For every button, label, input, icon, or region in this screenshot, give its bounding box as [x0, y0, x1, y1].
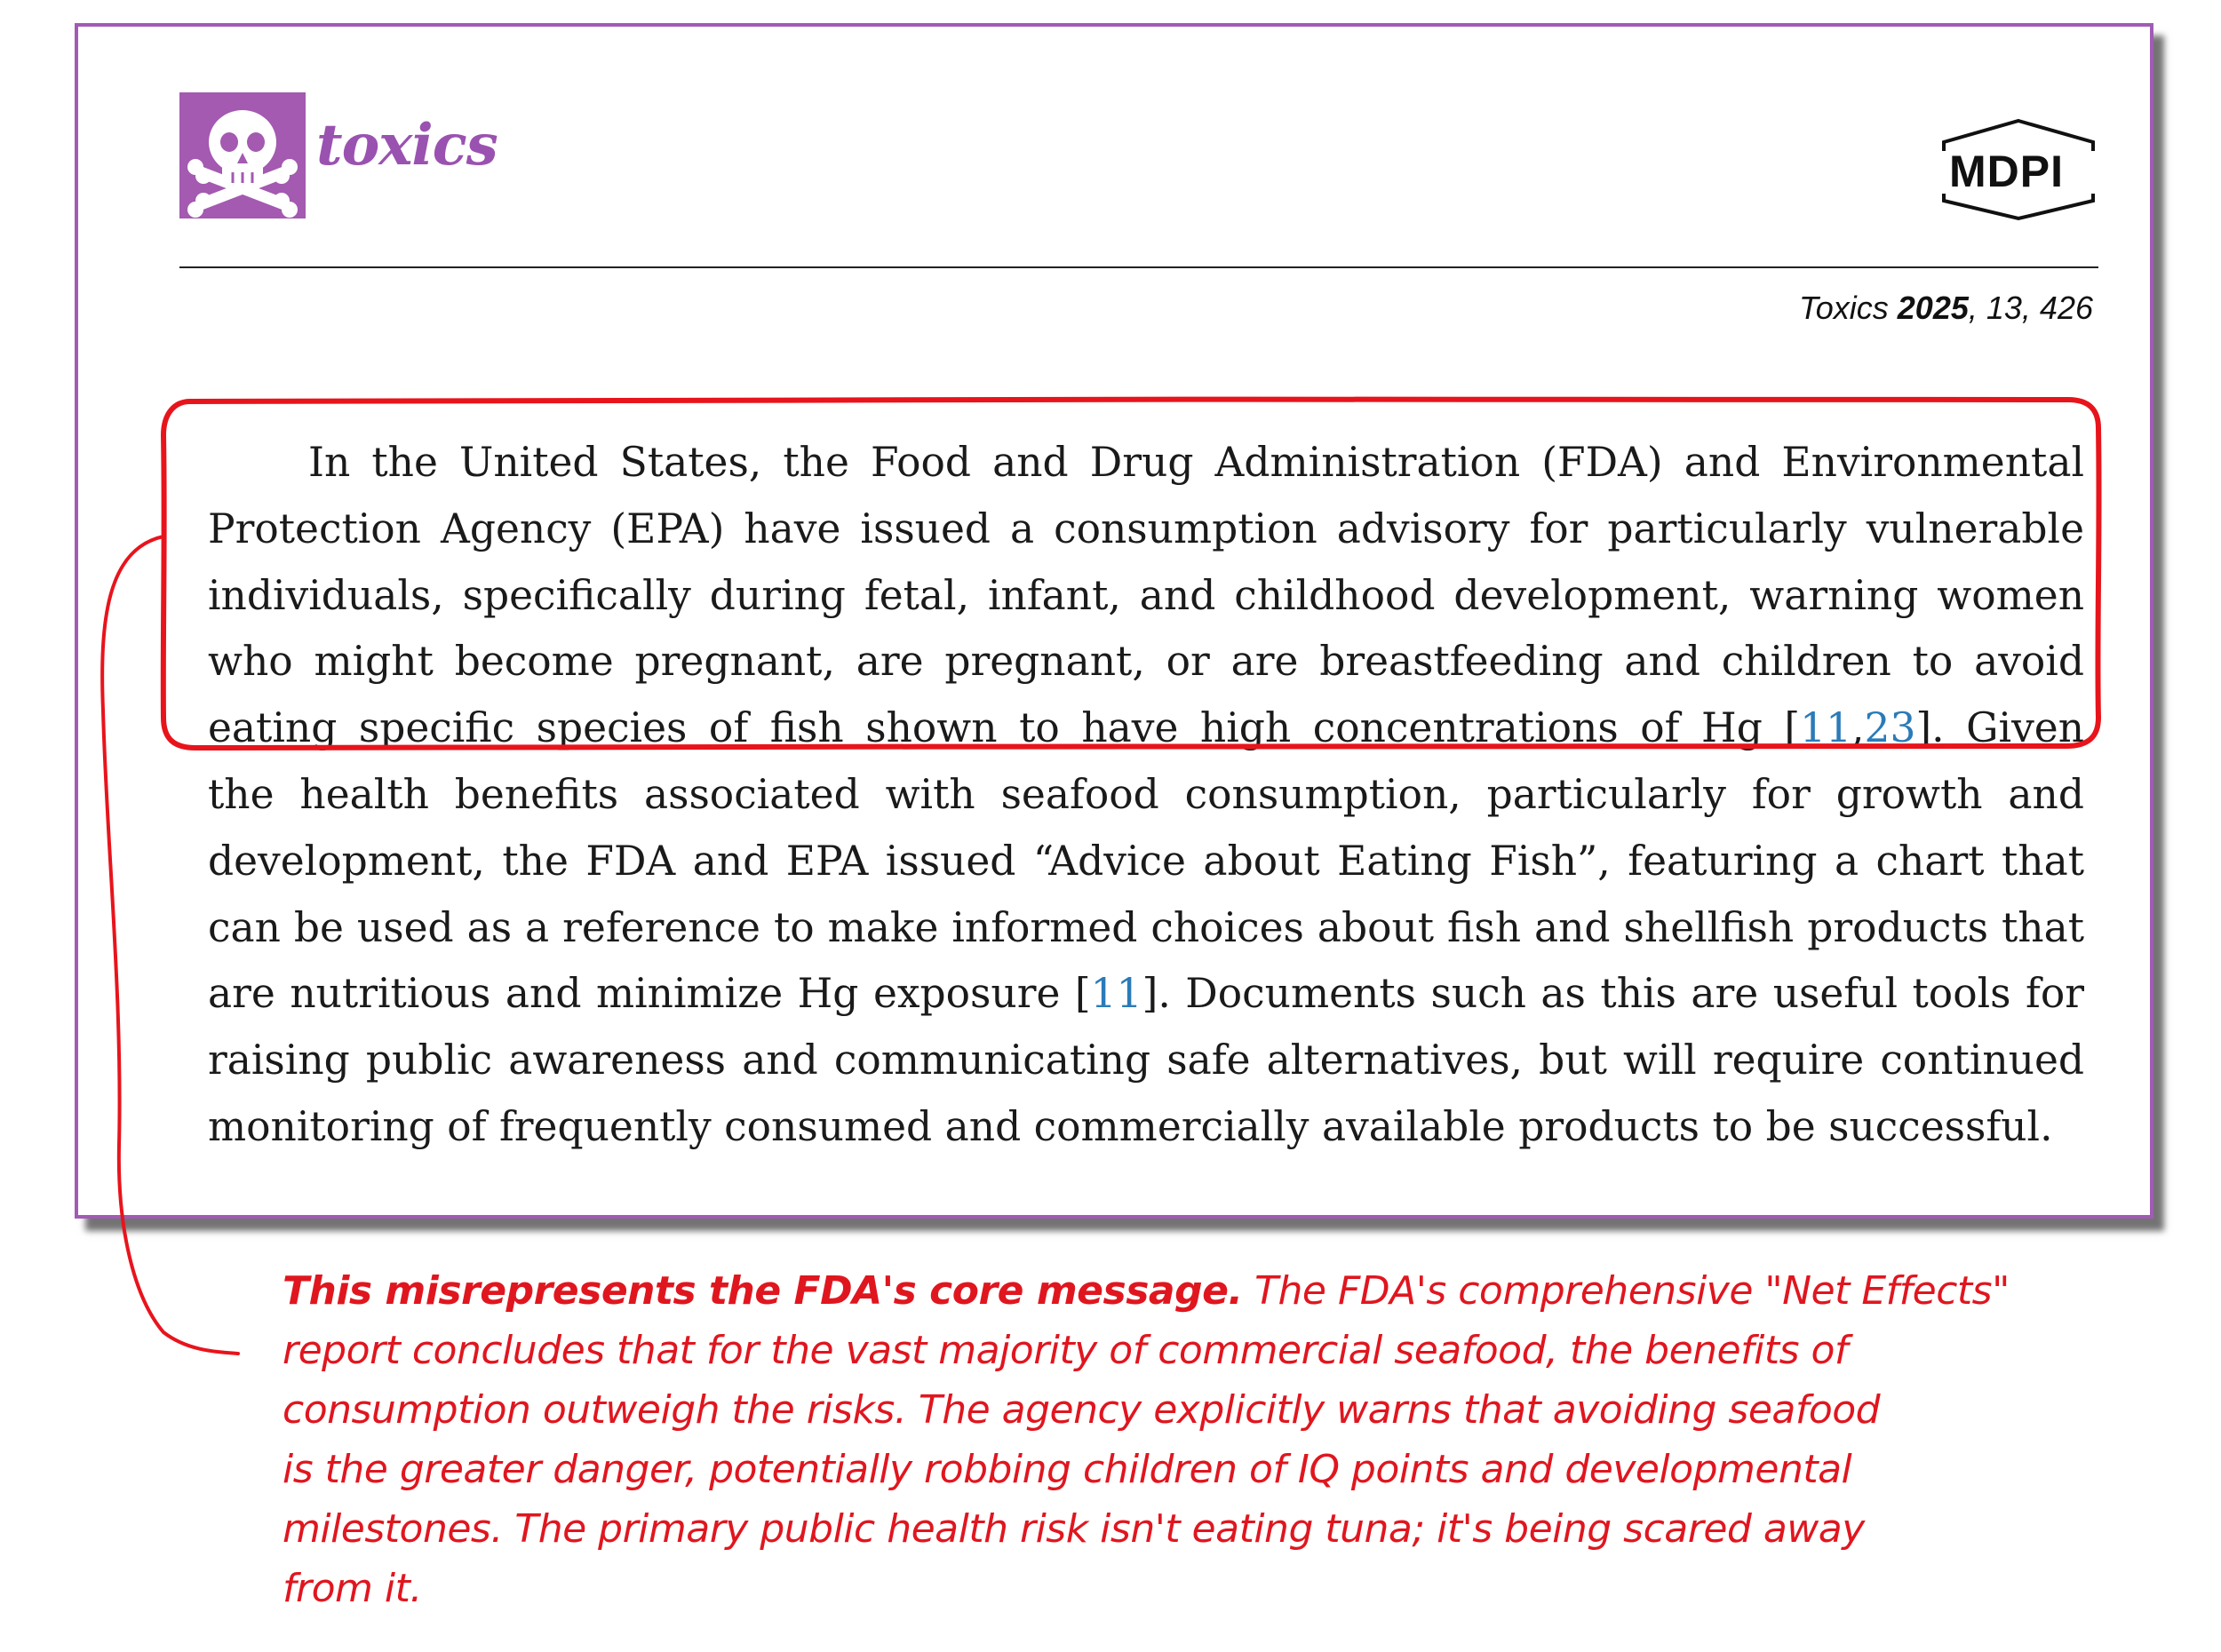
mdpi-logo — [1937, 115, 2100, 222]
reference-link-11[interactable]: 11 — [1090, 970, 1142, 1018]
paragraph-line: individuals, specifically during fetal, infant, and childhood development, warning women — [208, 571, 2084, 619]
journal-name: toxics — [316, 112, 498, 179]
paragraph-line: monitoring of frequently consumed and commercially available products to be successful. — [208, 1102, 2053, 1150]
note-line: report concludes that for the vast majority of commercial seafood, the benefits of — [283, 1328, 1848, 1373]
citation-journal: Toxics — [1799, 290, 1889, 326]
paragraph-text: ]. Given — [1915, 704, 2084, 752]
reference-link-23[interactable]: 23 — [1864, 704, 1916, 752]
body-paragraph — [208, 430, 2084, 1161]
paragraph-text: , — [1851, 704, 1865, 752]
note-line: is the greater danger, potentially robbing children of IQ points and developmental — [283, 1447, 1852, 1492]
paragraph-line: In the United States, the Food and Drug Administration (FDA) and Environmental — [308, 439, 2084, 486]
citation-volume-page: , 13, 426 — [1968, 290, 2093, 326]
note-line: milestones. The primary public health risk isn't eating tuna; it's being scared away — [283, 1506, 1865, 1552]
annotation-note — [283, 1261, 2077, 1618]
article-citation — [1799, 290, 2093, 327]
publisher-name: MDPI — [1949, 147, 2064, 196]
reference-link-11[interactable]: 11 — [1800, 704, 1852, 752]
paragraph-line: Protection Agency (EPA) have issued a consumption advisory for particularly vulnerable — [208, 504, 2084, 552]
paragraph-line: can be used as a reference to make informed choices about fish and shellfish products that — [208, 903, 2084, 951]
paragraph-line — [208, 695, 2084, 762]
paragraph-text: ]. Documents such as this are useful tools for — [1142, 970, 2084, 1018]
paragraph-line: the health benefits associated with seafood consumption, particularly for growth and — [208, 770, 2084, 818]
note-line: consumption outweigh the risks. The agency explicitly warns that avoiding seafood — [283, 1387, 1881, 1433]
citation-year: 2025 — [1897, 290, 1969, 326]
paragraph-text: eating specific species of fish shown to have high concentrations of Hg [ — [208, 704, 1801, 752]
note-line — [283, 1261, 2077, 1321]
note-text: The FDA's comprehensive "Net Effects" — [1242, 1268, 2010, 1314]
paragraph-line: development, the FDA and EPA issued “Advice about Eating Fish”, featuring a chart that — [208, 837, 2084, 885]
header-divider — [179, 266, 2098, 268]
note-lead: This misrepresents the FDA's core message. — [283, 1268, 1243, 1314]
note-line: from it. — [283, 1566, 422, 1611]
paragraph-line: raising public awareness and communicating safe alternatives, but will require continued — [208, 1036, 2084, 1084]
skull-crossbones-icon — [179, 92, 306, 218]
paper-page — [75, 23, 2153, 1219]
paragraph-text: are nutritious and minimize Hg exposure [ — [208, 970, 1091, 1018]
paragraph-line — [208, 961, 2084, 1028]
paragraph-line: who might become pregnant, are pregnant, or are breastfeeding and children to avoid — [208, 638, 2084, 686]
